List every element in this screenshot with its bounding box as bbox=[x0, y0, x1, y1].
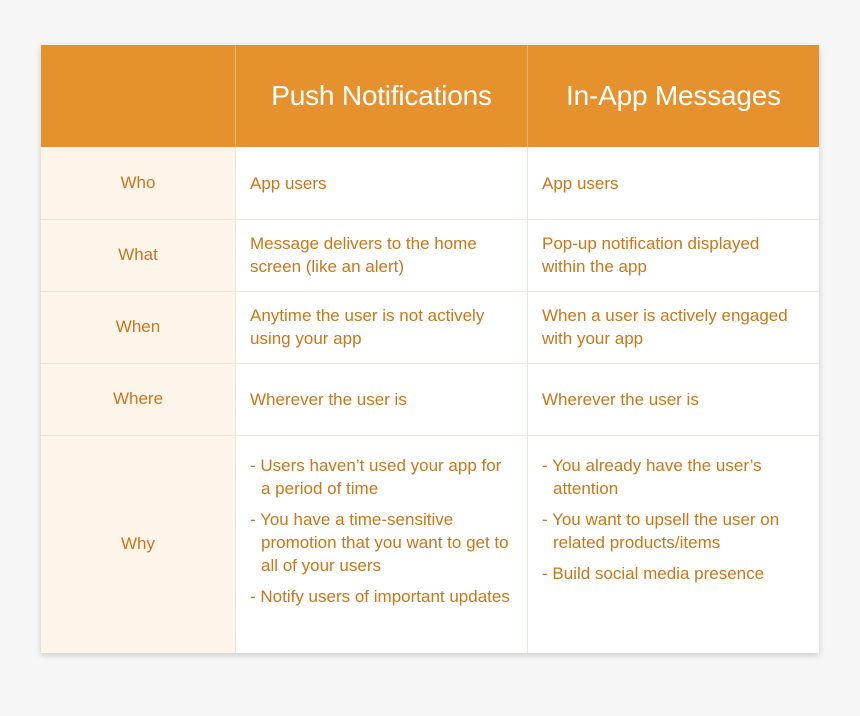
comparison-table bbox=[41, 45, 819, 653]
cell-why-inapp bbox=[542, 454, 804, 593]
cell-what-push bbox=[250, 219, 512, 291]
list-item: - You want to upsell the user on related products/items bbox=[542, 510, 780, 552]
row-label-who: Who bbox=[120, 173, 156, 192]
header-in-app-messages: In-App Messages bbox=[566, 80, 781, 111]
cell-text: App users bbox=[542, 173, 619, 193]
table-header bbox=[41, 45, 819, 147]
cell-who-push bbox=[250, 147, 512, 219]
list-item: - You already have the user’s attention bbox=[542, 456, 762, 498]
row-label-why: Why bbox=[121, 534, 155, 553]
cell-what-inapp bbox=[542, 219, 804, 291]
cell-when-inapp bbox=[542, 291, 804, 363]
list-item: - You have a time-sensitive promotion that you want to get to all of your users bbox=[250, 510, 509, 575]
cell-text: When a user is actively engaged with your app bbox=[542, 306, 788, 348]
header-divider bbox=[527, 45, 528, 147]
row-label-what: What bbox=[118, 245, 158, 264]
cell-why-push bbox=[250, 454, 512, 616]
header-divider bbox=[235, 45, 236, 147]
cell-who-inapp bbox=[542, 147, 804, 219]
cell-text: Pop-up notification displayed within the app bbox=[542, 234, 760, 276]
list-item: - Users haven’t used your app for a period of time bbox=[250, 456, 502, 498]
list-item: - Build social media presence bbox=[542, 564, 765, 583]
cell-text: Wherever the user is bbox=[542, 389, 699, 409]
column-divider bbox=[235, 147, 236, 653]
cell-when-push bbox=[250, 291, 512, 363]
cell-text: App users bbox=[250, 173, 327, 193]
list-item: - Notify users of important updates bbox=[250, 587, 510, 606]
cell-text: Wherever the user is bbox=[250, 389, 407, 409]
column-divider bbox=[527, 147, 528, 653]
cell-text: Message delivers to the home screen (like an alert) bbox=[250, 234, 477, 276]
row-label-when: When bbox=[115, 317, 161, 336]
header-corner-cell bbox=[41, 45, 235, 147]
header-push-notifications: Push Notifications bbox=[271, 80, 492, 111]
cell-where-push bbox=[250, 363, 512, 435]
cell-text: Anytime the user is not actively using your app bbox=[250, 306, 485, 348]
row-label-where: Where bbox=[112, 389, 164, 408]
cell-where-inapp bbox=[542, 363, 804, 435]
